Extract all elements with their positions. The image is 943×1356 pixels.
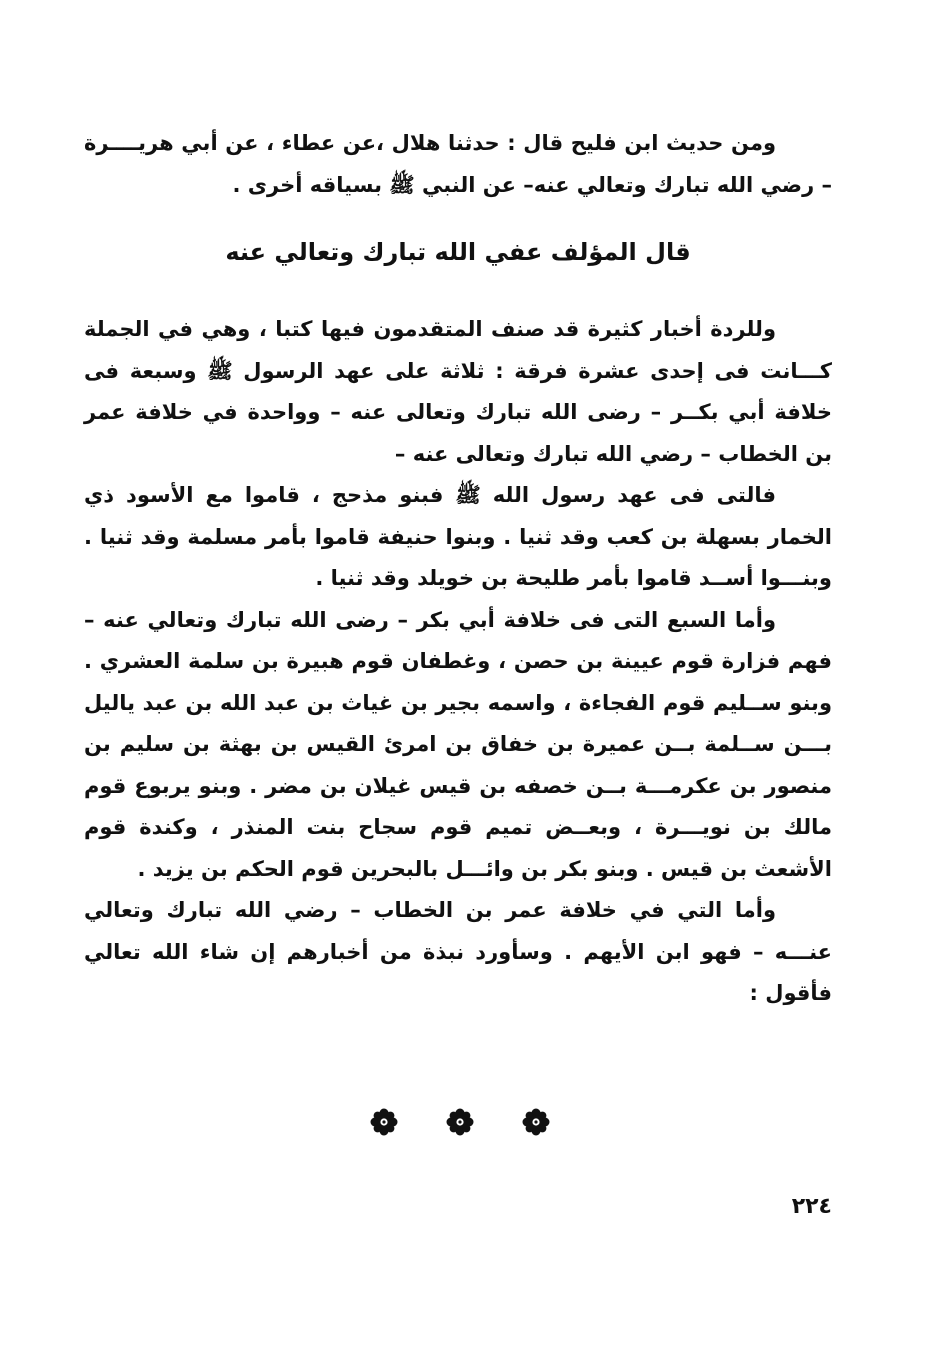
ornament-divider xyxy=(0,1108,943,1138)
body-text xyxy=(84,309,832,1015)
paragraph-umar-era: وأما التي في خلافة عمر بن الخطاب – رضي الله تبارك وتعالي عنـــه – فهو ابن الأيهم . وسأورد نبذة من أخبارهم إن شاء الله تعالي فأقول : xyxy=(84,898,832,1005)
section-heading: قال المؤلف عفي الله تبارك وتعالي عنه xyxy=(225,238,691,266)
page-number: ٢٢٤ xyxy=(791,1194,832,1219)
floral-ornament-icon xyxy=(522,1108,550,1136)
paragraph-prophet-era: فالتى فى عهد رسول الله ﷺ فبنو مذحج ، قاموا مع الأسود ذي الخمار بسهلة بن كعب وقد ثنيا . وبنوا حنيفة قاموا بأمر مسلمة وقد ثنيا . وبنـــوا أســد قاموا بأمر طليحة بن خويلد وقد ثنيا . xyxy=(84,483,832,590)
floral-ornament-icon xyxy=(370,1108,398,1136)
intro-paragraph-block xyxy=(84,123,832,206)
floral-ornament-icon xyxy=(446,1108,474,1136)
paragraph-abu-bakr-era: وأما السبع التى فى خلافة أبي بكر – رضى الله تبارك وتعالي عنه – فهم فزارة قوم عيينة بن حصن ، وغطفان قوم هبيرة بن سلمة العشري . وبنو ســليم قوم الفجاءة ، واسمه بجير بن غياث بن عبد الله بن عبد ياليل بـــن ســلمة بــن عميرة بن خفاق بن امرئ القيس بن بهثة بن سليم بن منصور بن عكرمـــة بــن خصفه بن قيس غيلان بن مضر . وبنو يربوع قوم مالك بن نويـــرة ، وبعــض تميم قوم سجاح بنت المنذر ، وكندة قوم الأشعث بن قيس . وبنو بكر بن وائـــل بالبحرين قوم الحكم بن يزيد . xyxy=(84,607,832,881)
intro-paragraph: ومن حديث ابن فليح قال : حدثنا هلال ،عن عطاء ، عن أبي هريــــرة – رضي الله تبارك وتعالي عنه– عن النبي ﷺ بسياقه أخرى . xyxy=(84,131,832,197)
paragraph-apostasy-overview: وللردة أخبار كثيرة قد صنف المتقدمون فيها كتبا ، وهي في الجملة كـــانت فى إحدى عشرة فرقة : ثلاثة على عهد الرسول ﷺ وسبعة فى خلافة أبي بكــر – رضى الله تبارك وتعالى عنه – وواحدة في خلافة عمر بن الخطاب – رضي الله تبارك وتعالى عنه – xyxy=(84,317,832,466)
